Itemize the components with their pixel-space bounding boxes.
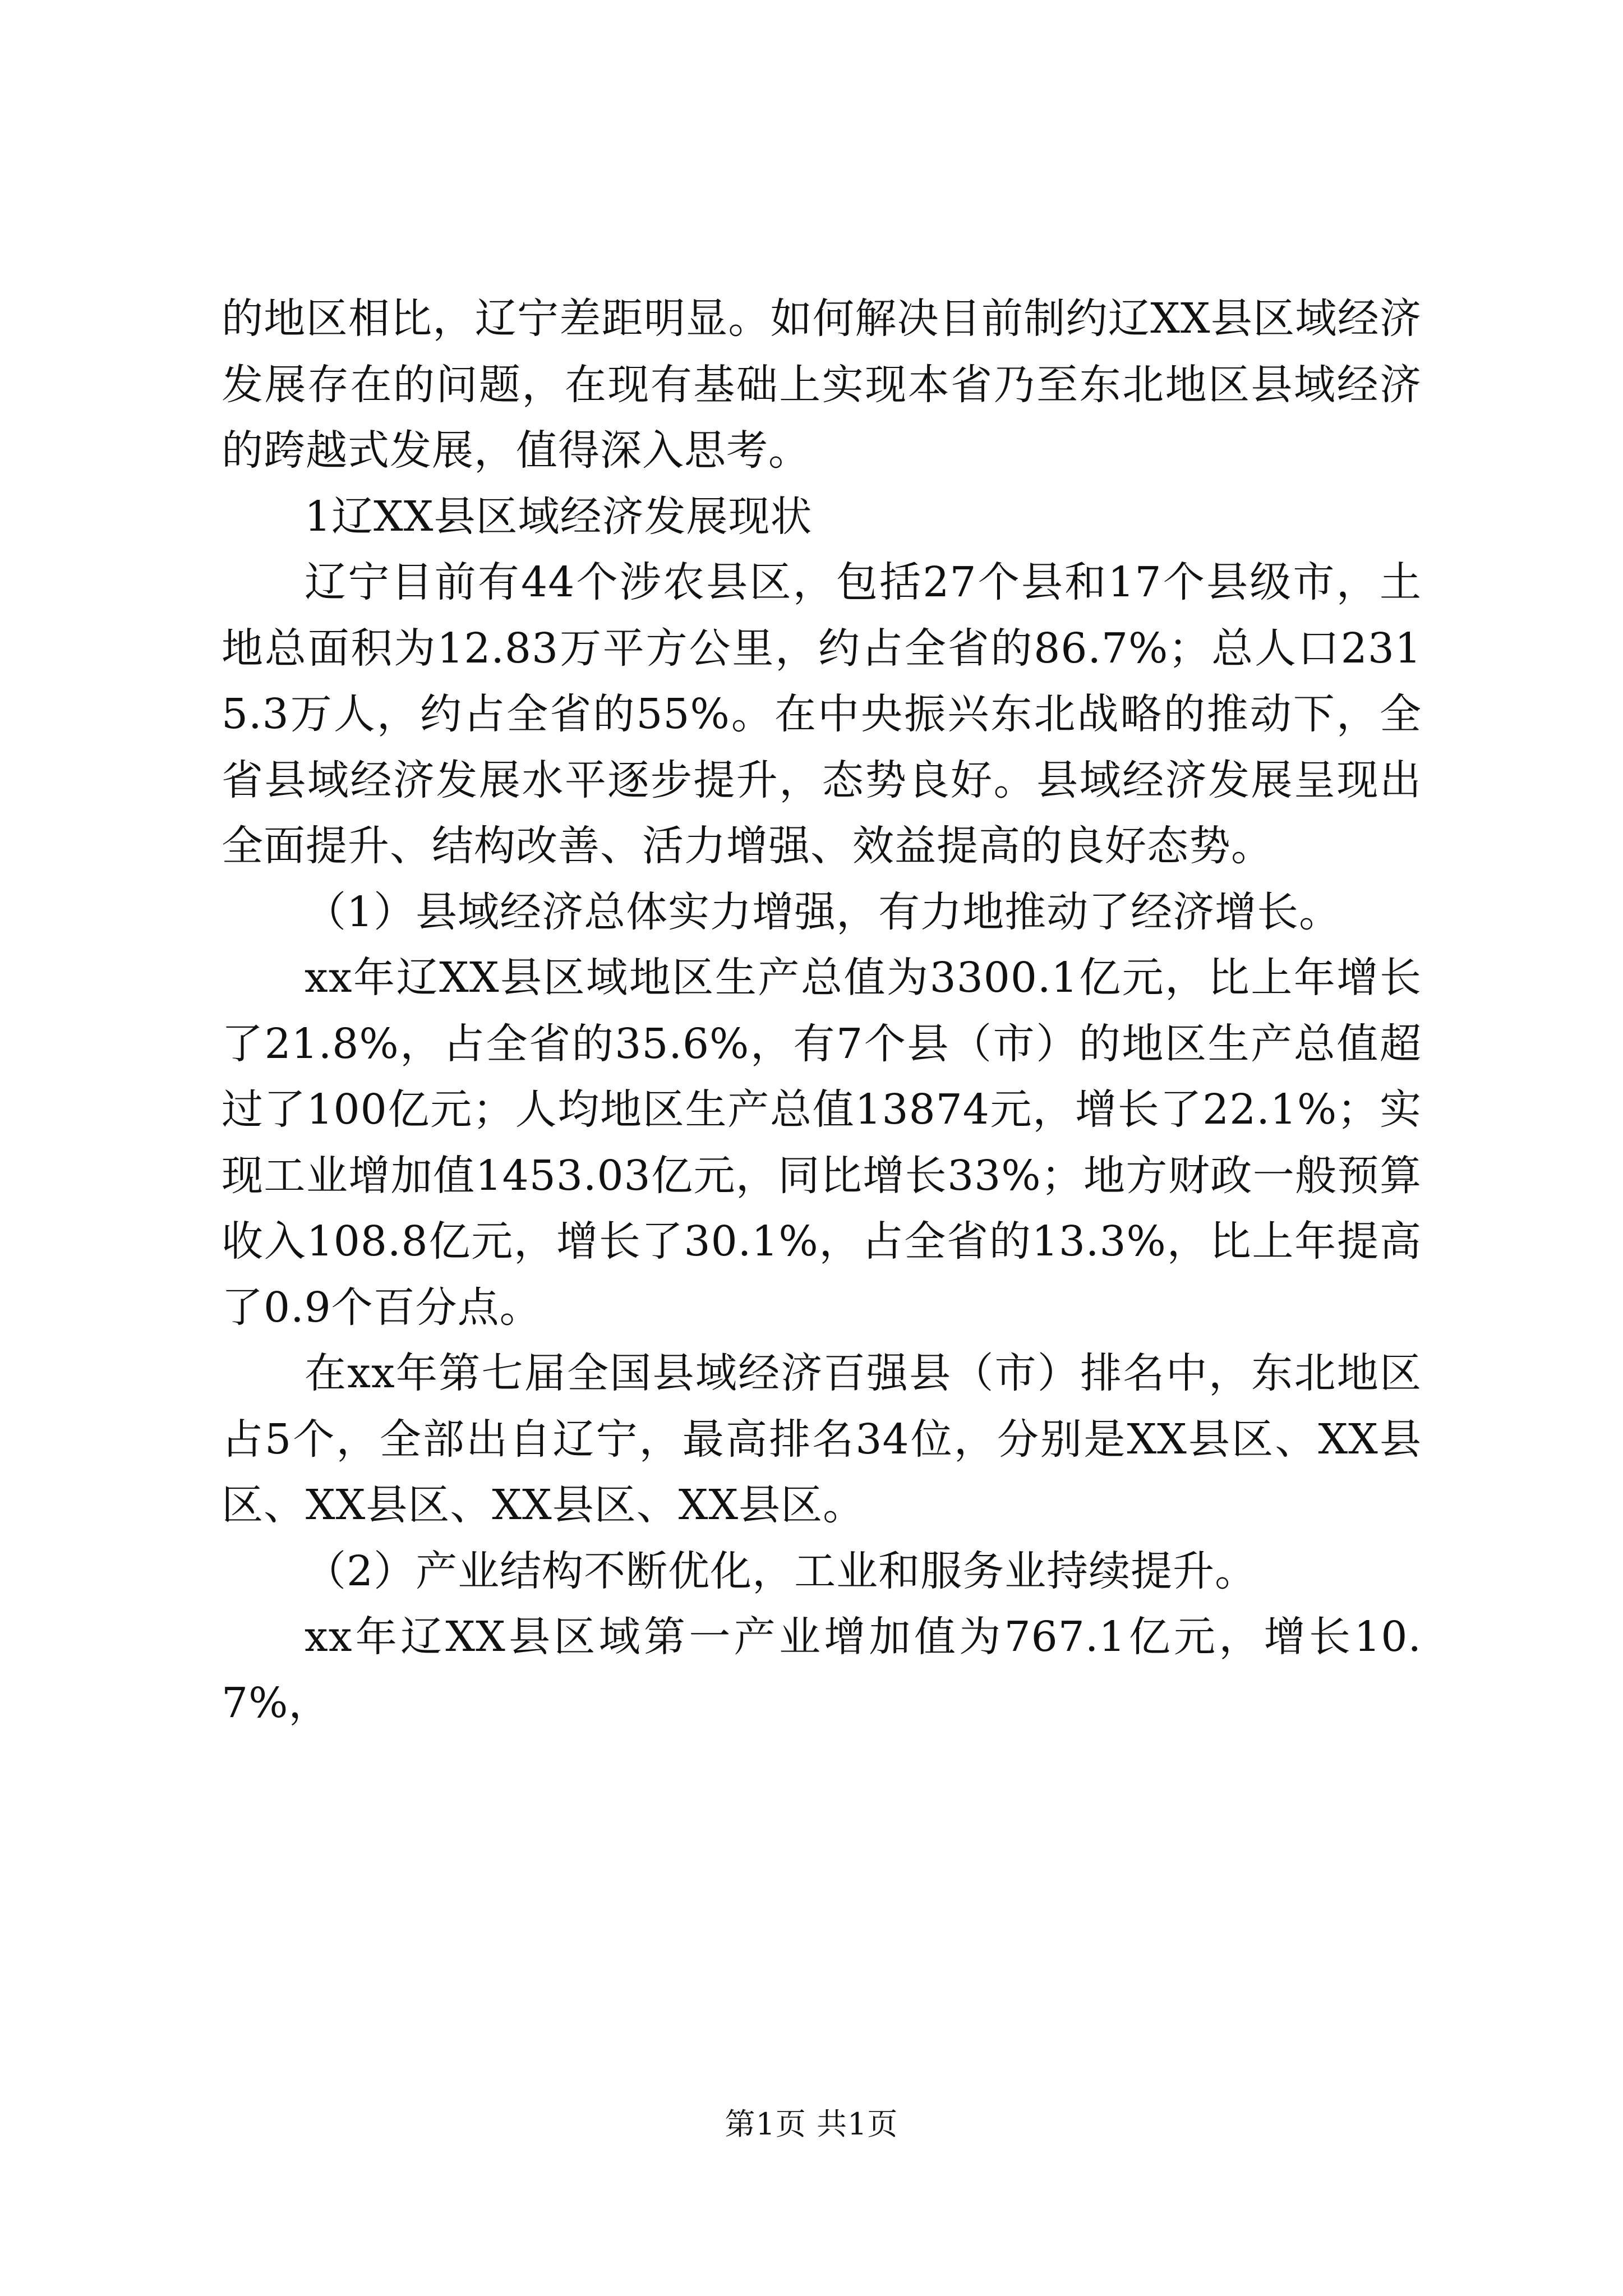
- subheading-1: （1）县域经济总体实力增强，有力地推动了经济增长。: [305, 887, 1341, 936]
- document-body: [222, 286, 1422, 1736]
- section-heading: 1辽XX县区域经济发展现状: [305, 492, 813, 541]
- paragraph-overview: 辽宁目前有44个涉农县区，包括27个县和17个县级市，土地总面积为12.83万平方公里，约占全省的86.7%；总人口2315.3万人，约占全省的55%。在中央振兴东北战略的推动下，全省县域经济发展水平逐步提升，态势良好。县域经济发展呈现出全面提升、结构改善、活力增强、效益提高的良好态势。: [222, 558, 1422, 870]
- paragraph-continuation: 的地区相比，辽宁差距明显。如何解决目前制约辽XX县区域经济发展存在的问题，在现有基础上实现本省乃至东北地区县域经济的跨越式发展，值得深入思考。: [222, 295, 1422, 475]
- paragraph-ranking: 在xx年第七届全国县域经济百强县（市）排名中，东北地区占5个，全部出自辽宁，最高排名34位，分别是XX县区、XX县区、XX县区、XX县区、XX县区。: [222, 1349, 1422, 1529]
- paragraph-gdp: xx年辽XX县区域地区生产总值为3300.1亿元，比上年增长了21.8%，占全省的35.6%，有7个县（市）的地区生产总值超过了100亿元；人均地区生产总值13874元，增长了22.1%；实现工业增加值1453.03亿元，同比增长33%；地方财政一般预算收入108.8亿元，增长了30.1%，占全省的13.3%，比上年提高了0.9个百分点。: [222, 954, 1422, 1332]
- paragraph-industry: xx年辽XX县区域第一产业增加值为767.1亿元，增长10.7%，: [222, 1613, 1422, 1727]
- subheading-2: （2）产业结构不断优化，工业和服务业持续提升。: [305, 1547, 1257, 1595]
- page-number-footer: 第1页 共1页: [725, 2106, 898, 2142]
